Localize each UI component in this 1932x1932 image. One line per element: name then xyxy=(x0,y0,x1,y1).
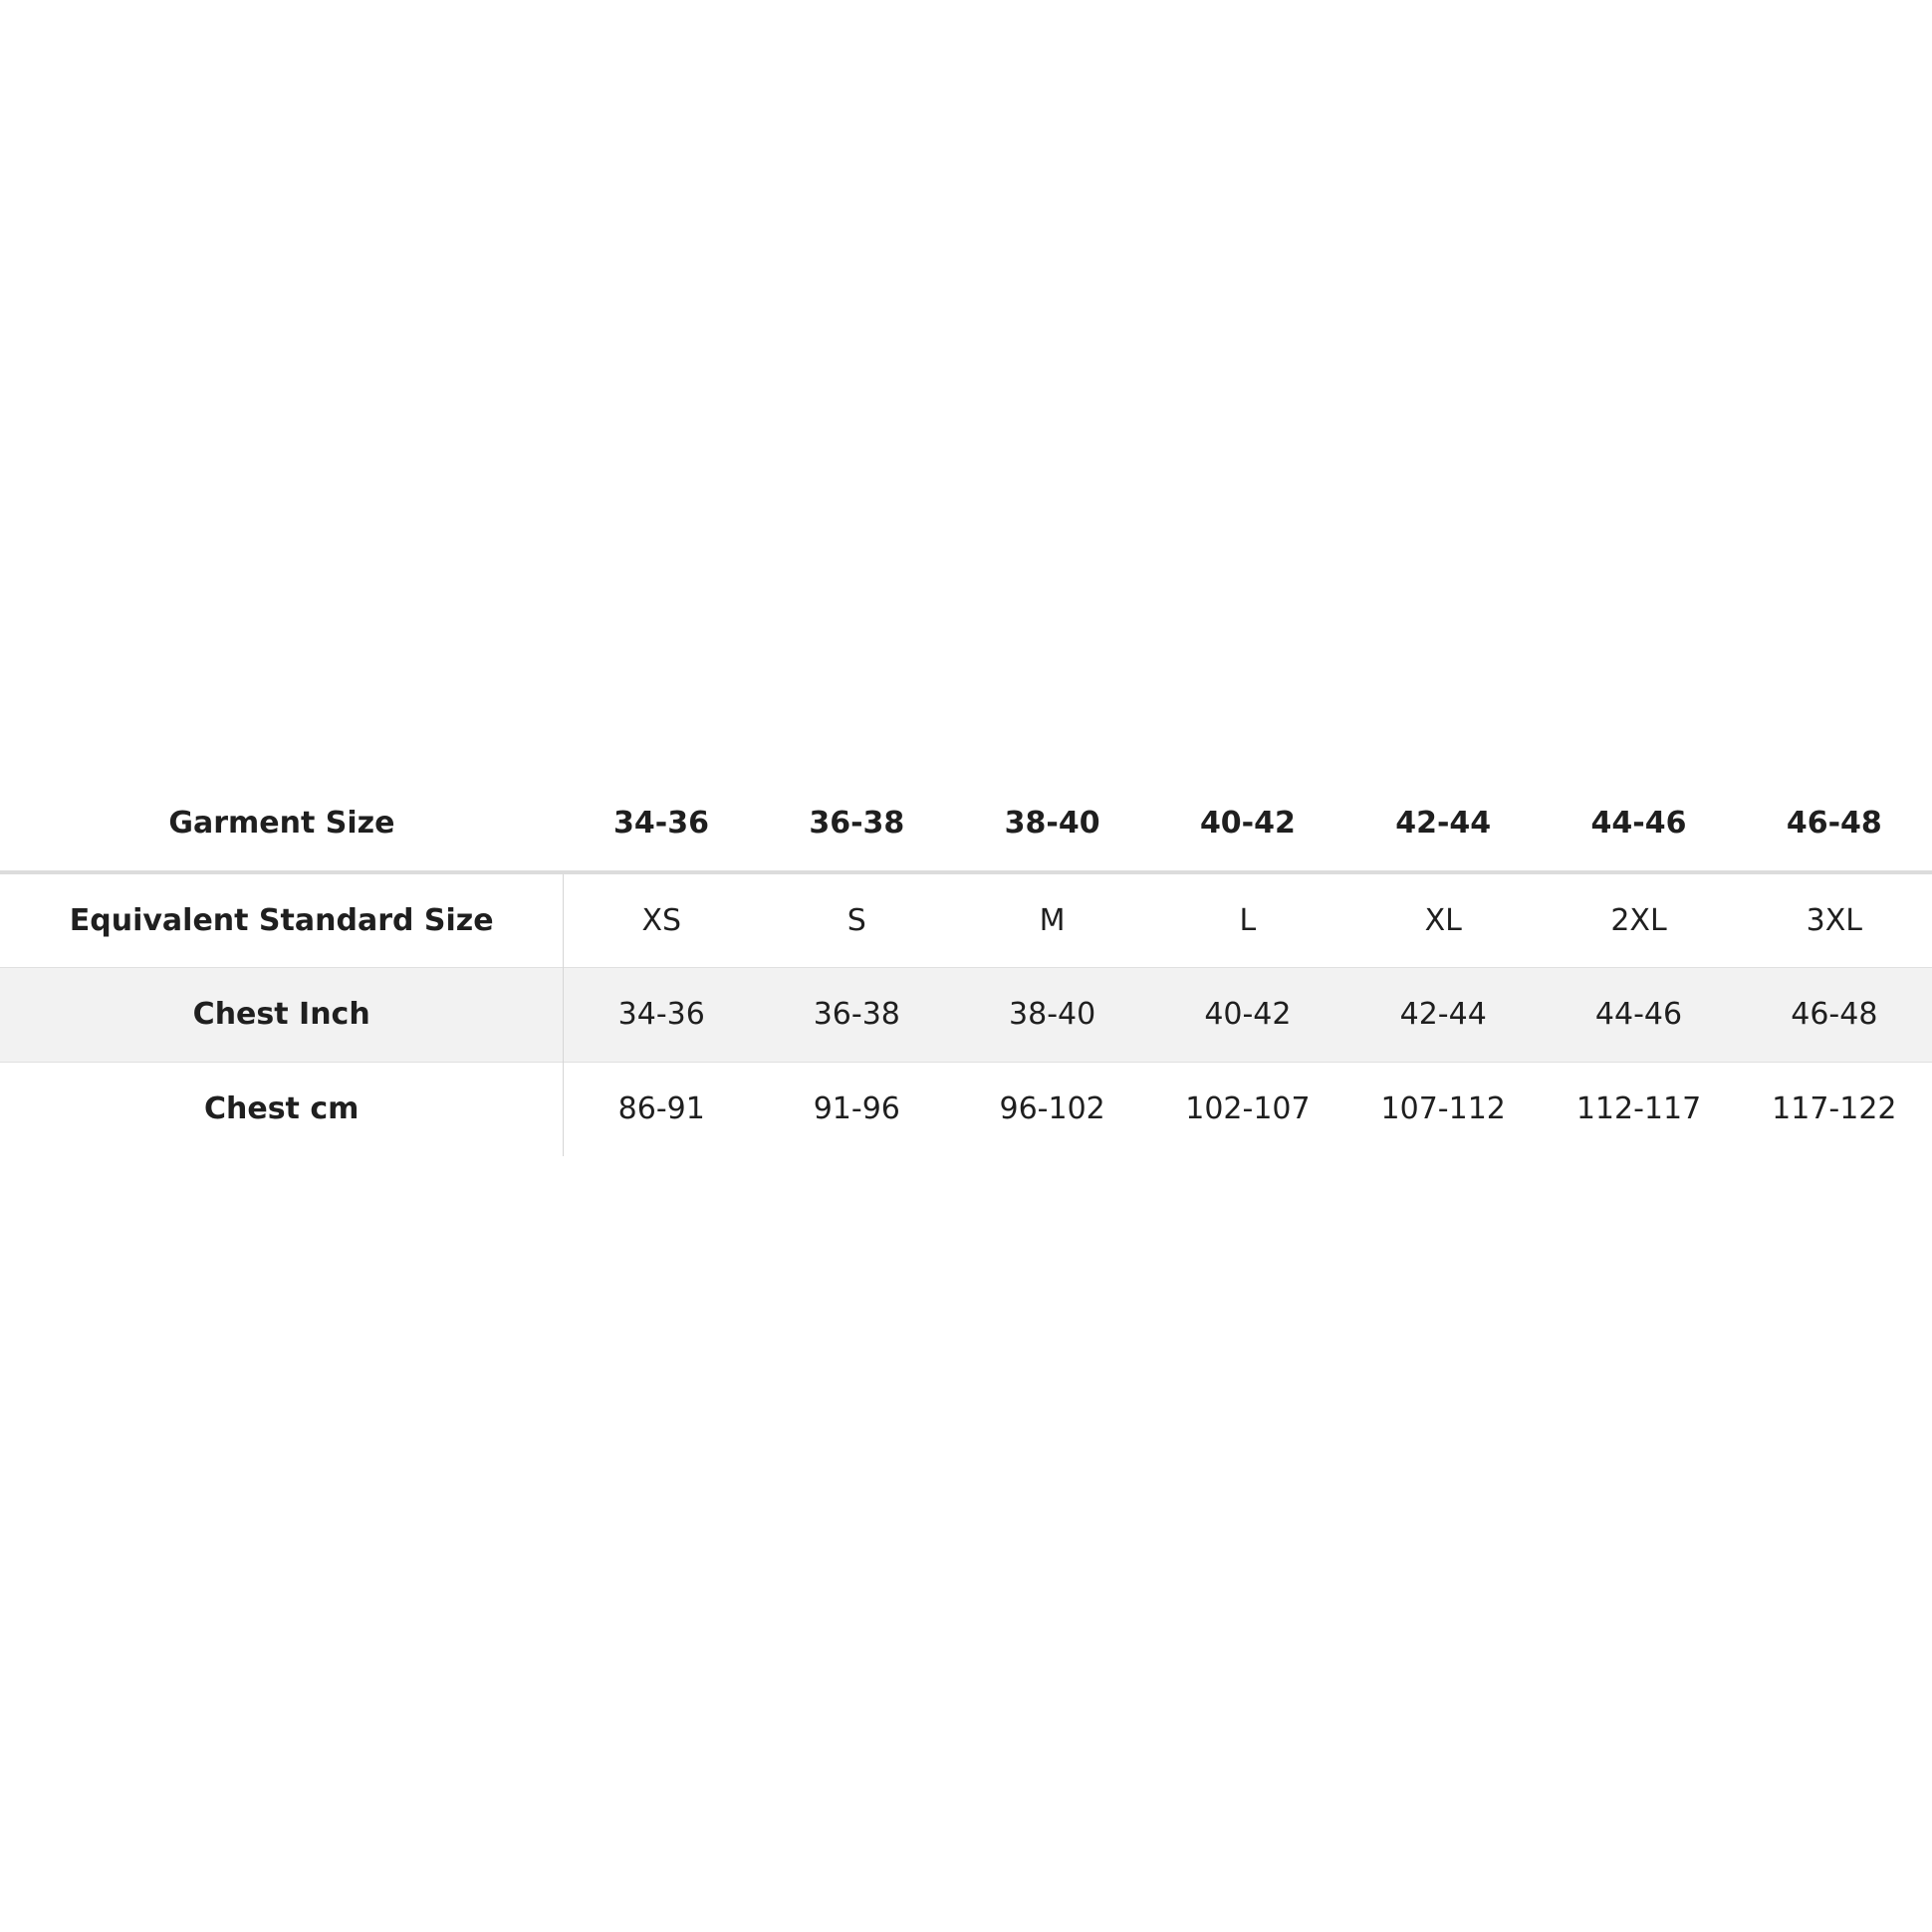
table-cell: M xyxy=(1039,902,1066,938)
row-label-chest-inch: Chest Inch xyxy=(0,967,564,1062)
table-row-chest-inch xyxy=(0,967,1932,1062)
table-cell: 3XL xyxy=(1806,902,1862,938)
size-header-cell: 42-44 xyxy=(1345,775,1541,872)
table-cell: 40-42 xyxy=(1150,967,1345,1062)
size-header-cell: 38-40 xyxy=(954,775,1149,872)
table-cell: 38-40 xyxy=(954,967,1149,1062)
table-cell: 2XL xyxy=(1610,902,1667,938)
table-cell: L xyxy=(1239,902,1257,938)
table-cell: XS xyxy=(641,902,682,938)
table-cell: S xyxy=(846,902,866,938)
table-cell: 107-112 xyxy=(1345,1062,1541,1156)
size-header-cell: 36-38 xyxy=(759,775,954,872)
table-cell: 91-96 xyxy=(759,1062,954,1156)
table-cell: 102-107 xyxy=(1150,1062,1345,1156)
header-row xyxy=(0,775,1932,872)
size-header-cell: 34-36 xyxy=(564,775,759,872)
table-cell: 36-38 xyxy=(759,967,954,1062)
garment-size-header: Garment Size xyxy=(0,775,564,872)
table-cell: 86-91 xyxy=(564,1062,759,1156)
table-row-chest-cm xyxy=(0,1062,1932,1156)
row-label-chest-cm: Chest cm xyxy=(0,1062,564,1156)
table-cell: 112-117 xyxy=(1541,1062,1736,1156)
size-header-cell: 40-42 xyxy=(1150,775,1345,872)
table-cell: 44-46 xyxy=(1541,967,1736,1062)
size-chart-table xyxy=(0,775,1932,1156)
table-cell: 117-122 xyxy=(1737,1062,1932,1156)
size-header-cell: 46-48 xyxy=(1737,775,1932,872)
table-row-standard-size xyxy=(0,872,1932,967)
table-cell: 96-102 xyxy=(954,1062,1149,1156)
row-label-standard-size: Equivalent Standard Size xyxy=(0,872,564,967)
table-cell: 42-44 xyxy=(1345,967,1541,1062)
size-header-cell: 44-46 xyxy=(1541,775,1736,872)
table-cell: 46-48 xyxy=(1737,967,1932,1062)
table-cell: XL xyxy=(1424,902,1462,938)
table-cell: 34-36 xyxy=(564,967,759,1062)
